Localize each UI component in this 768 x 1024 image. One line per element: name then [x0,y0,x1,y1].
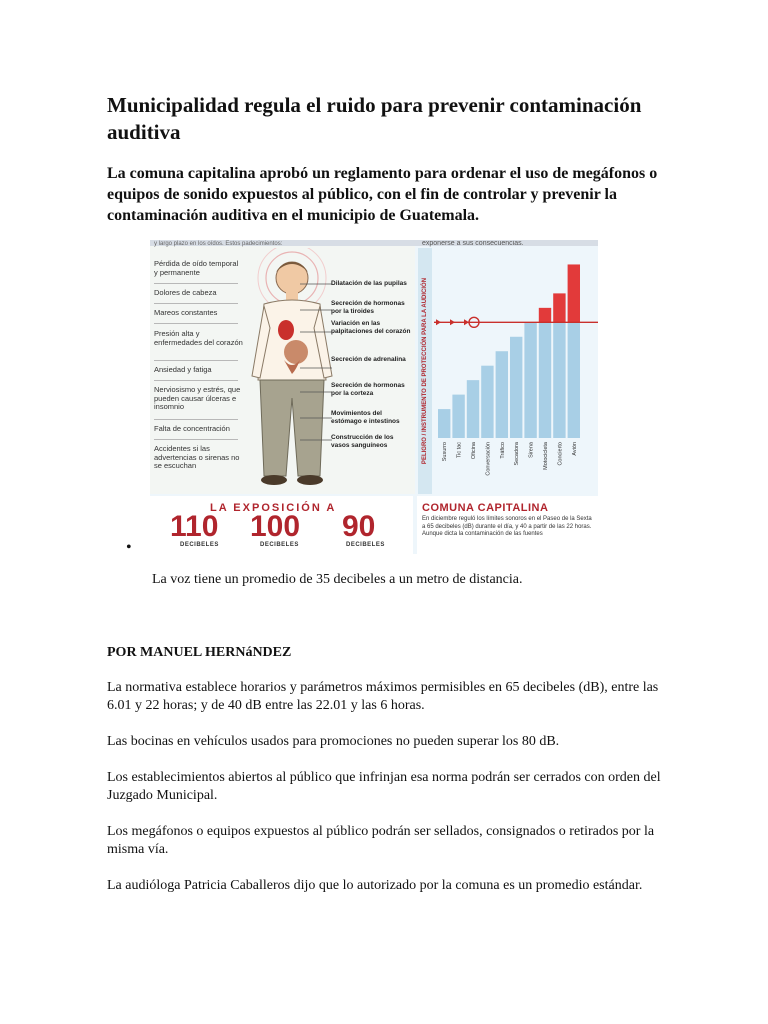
infographic-top-right-text: exponerse a sus consecuencias. [422,240,524,247]
bar [481,366,493,438]
divider [154,380,238,381]
exposure-title: LA EXPOSICIÓN A [210,502,337,514]
divider [154,419,238,420]
divider [154,303,238,304]
bars-group [438,264,580,438]
article-title: Municipalidad regula el ruido para prevenir contaminación auditiva [107,93,642,144]
bar [539,322,551,438]
threshold-arrow [464,319,469,325]
article-paragraph: Las bocinas en vehículos usados para promociones no pueden superar los 80 dB. [107,734,560,749]
symptom-item: Dolores de cabeza [154,288,217,297]
symptom-item: Pérdida de oído temporal y permanente [154,259,239,277]
effect-item: Secreción de hormonas por la tiroides [331,300,405,315]
bar [510,337,522,438]
bar [452,395,464,438]
image-caption: La voz tiene un promedio de 35 decibeles a un metro de distancia. [152,572,523,587]
vertical-warning-label: PELIGRO / INSTRUMENTO DE PROTECCIÓN PARA LA AUDICIÓN [422,277,428,465]
effect-item: Secreción de hormonas por la corteza [331,382,405,397]
right-shoe [297,475,323,485]
decibel-bar-chart [434,248,598,494]
symptom-item: Falta de concentración [154,424,230,433]
bar [553,322,565,438]
article-paragraph: La normativa establece horarios y parámetros máximos permisibles en 65 decibeles (dB), entre las 6.01 y 22 horas; y de 40 dB entre las 22.01 y las 6 horas. [107,680,659,713]
category-label: Sirena [528,442,535,458]
category-label: Concierto [557,442,564,466]
threshold-arrow [450,319,455,325]
category-label: Oficina [471,442,477,460]
article-paragraph: Los megáfonos o equipos expuestos al público podrán ser sellados, consignados o retirados por la misma vía. [107,824,655,857]
symptom-item: Accidentes si las advertencias o sirenas no se escuchan [154,444,240,470]
noise-infographic [150,240,598,554]
bar-danger-segment [539,308,551,322]
divider [154,283,238,284]
symptom-item: Mareos constantes [154,308,218,317]
bar [524,322,536,438]
article-lead: La comuna capitalina aprobó un reglamento para ordenar el uso de megáfonos o equipos de sonido expuestos al público, con el fin de controlar y prevenir la contaminación auditiva en el municipio de Guatemala. [107,165,658,224]
symptom-item: Ansiedad y fatiga [154,365,212,374]
bar-danger-segment [553,293,565,322]
category-label: Tic tac [456,442,463,458]
category-label: Secadora [514,442,521,466]
effect-pointers [300,270,334,470]
category-label: Motocicleta [543,442,549,470]
effect-item: Secreción de adrenalina [331,356,406,363]
list-bullet: • [126,539,132,556]
article-paragraph: Los establecimientos abiertos al público que infrinjan esa norma podrán ser cerrados con orden del Juzgado Municipal. [107,770,661,803]
bar [568,322,580,438]
heart-organ [278,320,294,340]
exposure-value: 100 [250,510,301,543]
effect-item: Variación en las palpitaciones del corazón [331,320,411,335]
comuna-title: COMUNA CAPITALINA [422,502,549,514]
effect-item: Dilatación de las pupilas [331,280,407,287]
comuna-text [422,516,592,539]
divider [154,360,238,361]
category-label: Tráfico [499,442,506,459]
divider [154,439,238,440]
threshold-arrow [436,319,441,325]
infographic-intro-text: y largo plazo en los oídos. Estos padecimientos: [154,241,283,247]
exposure-unit: DECIBELES [180,542,219,548]
category-label: Avión [571,442,578,456]
bar [467,380,479,438]
effect-item: Construcción de los vasos sanguíneos [331,434,394,449]
left-shoe [261,475,287,485]
comuna-text-main: En diciembre reguló los límites sonoros en el Paseo de la Sexta a 65 decibeles (dB) durante el día, y 40 a partir de las 22 horas. [422,516,592,530]
effect-item: Movimientos del estómago e intestinos [331,410,400,425]
symptom-item: Nerviosismo y estrés, que pueden causar úlceras e insomnio [154,385,241,411]
symptom-item: Presión alta y enfermedades del corazón [154,329,243,347]
bar [496,351,508,438]
divider [154,323,238,324]
article-byline: POR MANUEL HERNáNDEZ [107,645,292,660]
category-labels [442,441,578,476]
article-paragraph: La audióloga Patricia Caballeros dijo que lo autorizado por la comuna es un promedio estándar. [107,878,643,893]
bar-danger-segment [568,264,580,322]
comuna-text-extra: Aunque dicta la contaminación de las fuentes [422,531,543,537]
exposure-value: 110 [170,510,219,543]
bar [438,409,450,438]
exposure-value: 90 [342,510,376,543]
category-label: Susurro [442,442,449,462]
exposure-unit: DECIBELES [346,542,385,548]
exposure-unit: DECIBELES [260,542,299,548]
category-label: Conversación [485,442,492,476]
